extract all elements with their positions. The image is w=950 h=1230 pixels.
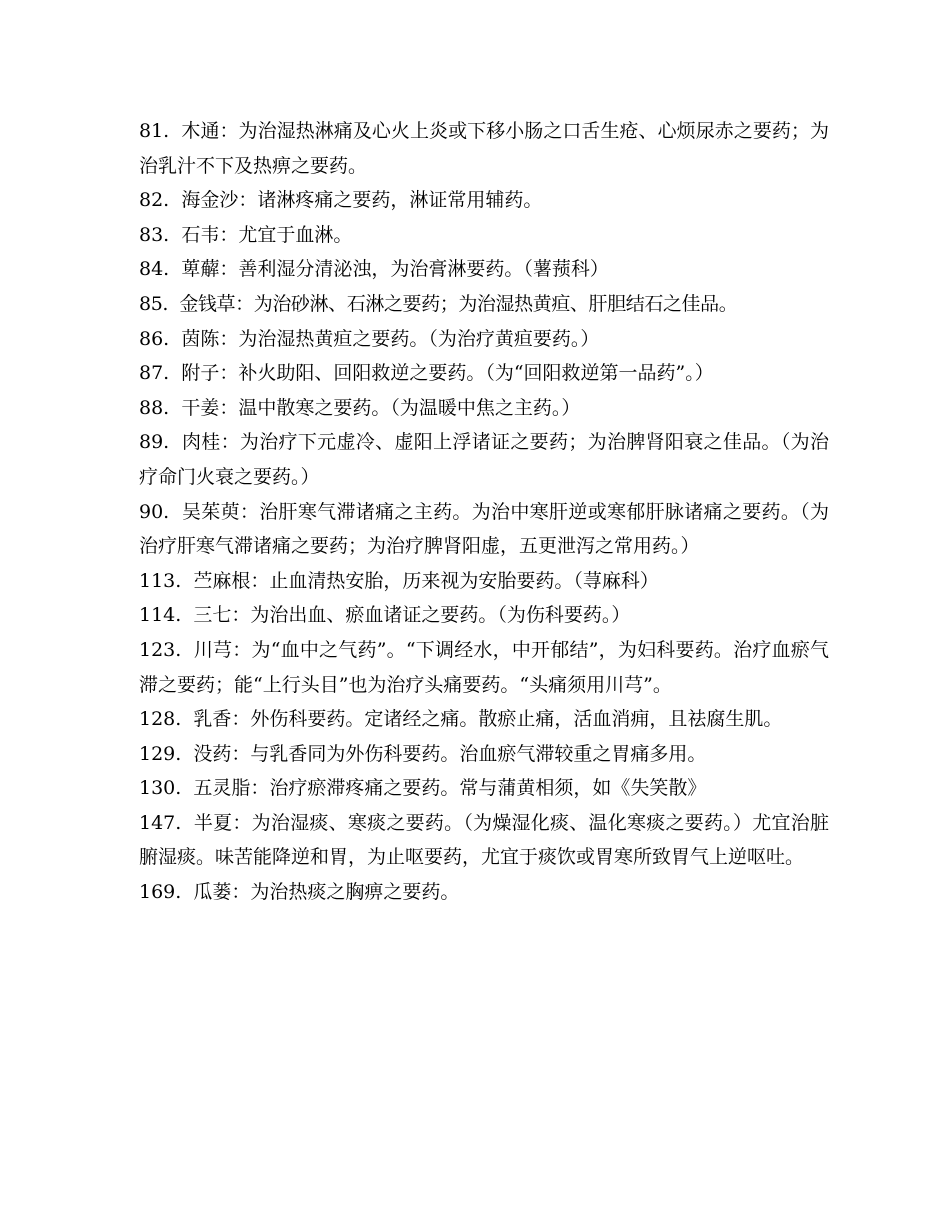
entry-text: 金钱草：为治砂淋、石淋之要药；为治湿热黄疸、肝胆结石之佳品。 [179, 292, 738, 315]
entry-text: 干姜：温中散寒之要药。（为温暖中焦之主药。） [181, 396, 581, 419]
entry-113 [139, 564, 829, 599]
entry-86 [139, 322, 829, 357]
entry-text: 肉桂：为治疗下元虚冷、虚阳上浮诸证之要药；为治脾肾阳衰之佳品。（为治疗命门火衰之要药。） [139, 431, 829, 488]
entry-169 [139, 875, 829, 910]
entry-text: 乳香：外伤科要药。定诸经之痛。散瘀止痛，活血消痈，且祛腐生肌。 [193, 708, 783, 731]
entry-130 [139, 771, 829, 806]
entry-number: 130. [139, 777, 182, 800]
entry-number: 129. [139, 742, 182, 765]
entry-85 [139, 287, 829, 322]
entry-text: 瓜蒌：为治热痰之胸痹之要药。 [193, 881, 460, 904]
entry-114 [139, 598, 829, 633]
entry-text: 三七：为治出血、瘀血诸证之要药。（为伤科要药。） [193, 604, 631, 627]
entry-number: 89. [139, 431, 170, 454]
entry-text: 萆薢：善利湿分清泌浊，为治膏淋要药。（薯蓣科） [181, 258, 609, 281]
entry-number: 88. [139, 396, 170, 419]
document-page [139, 114, 829, 910]
entry-text: 海金沙：诸淋疼痛之要药，淋证常用辅药。 [181, 189, 543, 212]
entry-number: 81. [139, 120, 170, 142]
entry-text: 川芎：为“血中之气药”。“下调经水，中开郁结”，为妇科要药。治疗血瘀气滞之要药；能“上行头目”也为治疗头痛要药。“头痛须用川芎”。 [139, 638, 829, 696]
entry-84 [139, 252, 829, 287]
entry-number: 128. [139, 708, 182, 731]
entry-text: 木通：为治湿热淋痛及心火上炎或下移小肠之口舌生疮、心烦尿赤之要药；为治乳汁不下及热痹之要药。 [139, 120, 829, 177]
entry-129 [139, 737, 829, 772]
entry-text: 附子：补火助阳、回阳救逆之要药。（为“回阳救逆第一品药”。） [181, 362, 714, 385]
entry-123 [139, 633, 829, 702]
entry-number: 113. [139, 569, 182, 592]
entry-text: 半夏：为治湿痰、寒痰之要药。（为燥湿化痰、温化寒痰之要药。）尤宜治脏腑湿痰。味苦能降逆和胃，为止呕要药，尤宜于痰饮或胃寒所致胃气上逆呕吐。 [139, 811, 829, 869]
entry-87 [139, 356, 829, 391]
entry-text: 茵陈：为治湿热黄疸之要药。（为治疗黄疸要药。） [181, 327, 600, 350]
entry-81 [139, 114, 829, 183]
entry-number: 114. [139, 604, 182, 627]
entry-number: 82. [139, 189, 170, 212]
entry-number: 83. [139, 223, 170, 246]
entry-88 [139, 391, 829, 426]
entry-number: 87. [139, 362, 170, 385]
entry-147 [139, 806, 829, 875]
entry-number: 123. [139, 638, 182, 661]
entry-text: 苎麻根：止血清热安胎，历来视为安胎要药。（荨麻科） [193, 569, 659, 592]
entry-text: 五灵脂：治疗瘀滞疼痛之要药。常与蒲黄相须，如《失笑散》 [193, 777, 707, 800]
entry-text: 吴茱萸：治肝寒气滞诸痛之主药。为治中寒肝逆或寒郁肝脉诸痛之要药。（为治疗肝寒气滞诸痛之要药；为治疗脾肾阳虚，五更泄泻之常用药。） [139, 500, 829, 558]
entry-number: 86. [139, 327, 170, 350]
entry-number: 85. [139, 292, 169, 315]
entry-89 [139, 425, 829, 494]
entry-number: 84. [139, 258, 170, 281]
entry-text: 石韦：尤宜于血淋。 [181, 223, 353, 246]
entry-83 [139, 218, 829, 253]
entry-text: 没药：与乳香同为外伤科要药。治血瘀气滞较重之胃痛多用。 [193, 742, 707, 765]
entry-number: 147. [139, 811, 182, 834]
entry-number: 169. [139, 881, 182, 904]
entry-number: 90. [139, 500, 170, 523]
entry-90 [139, 495, 829, 564]
entry-128 [139, 702, 829, 737]
entry-82 [139, 183, 829, 218]
